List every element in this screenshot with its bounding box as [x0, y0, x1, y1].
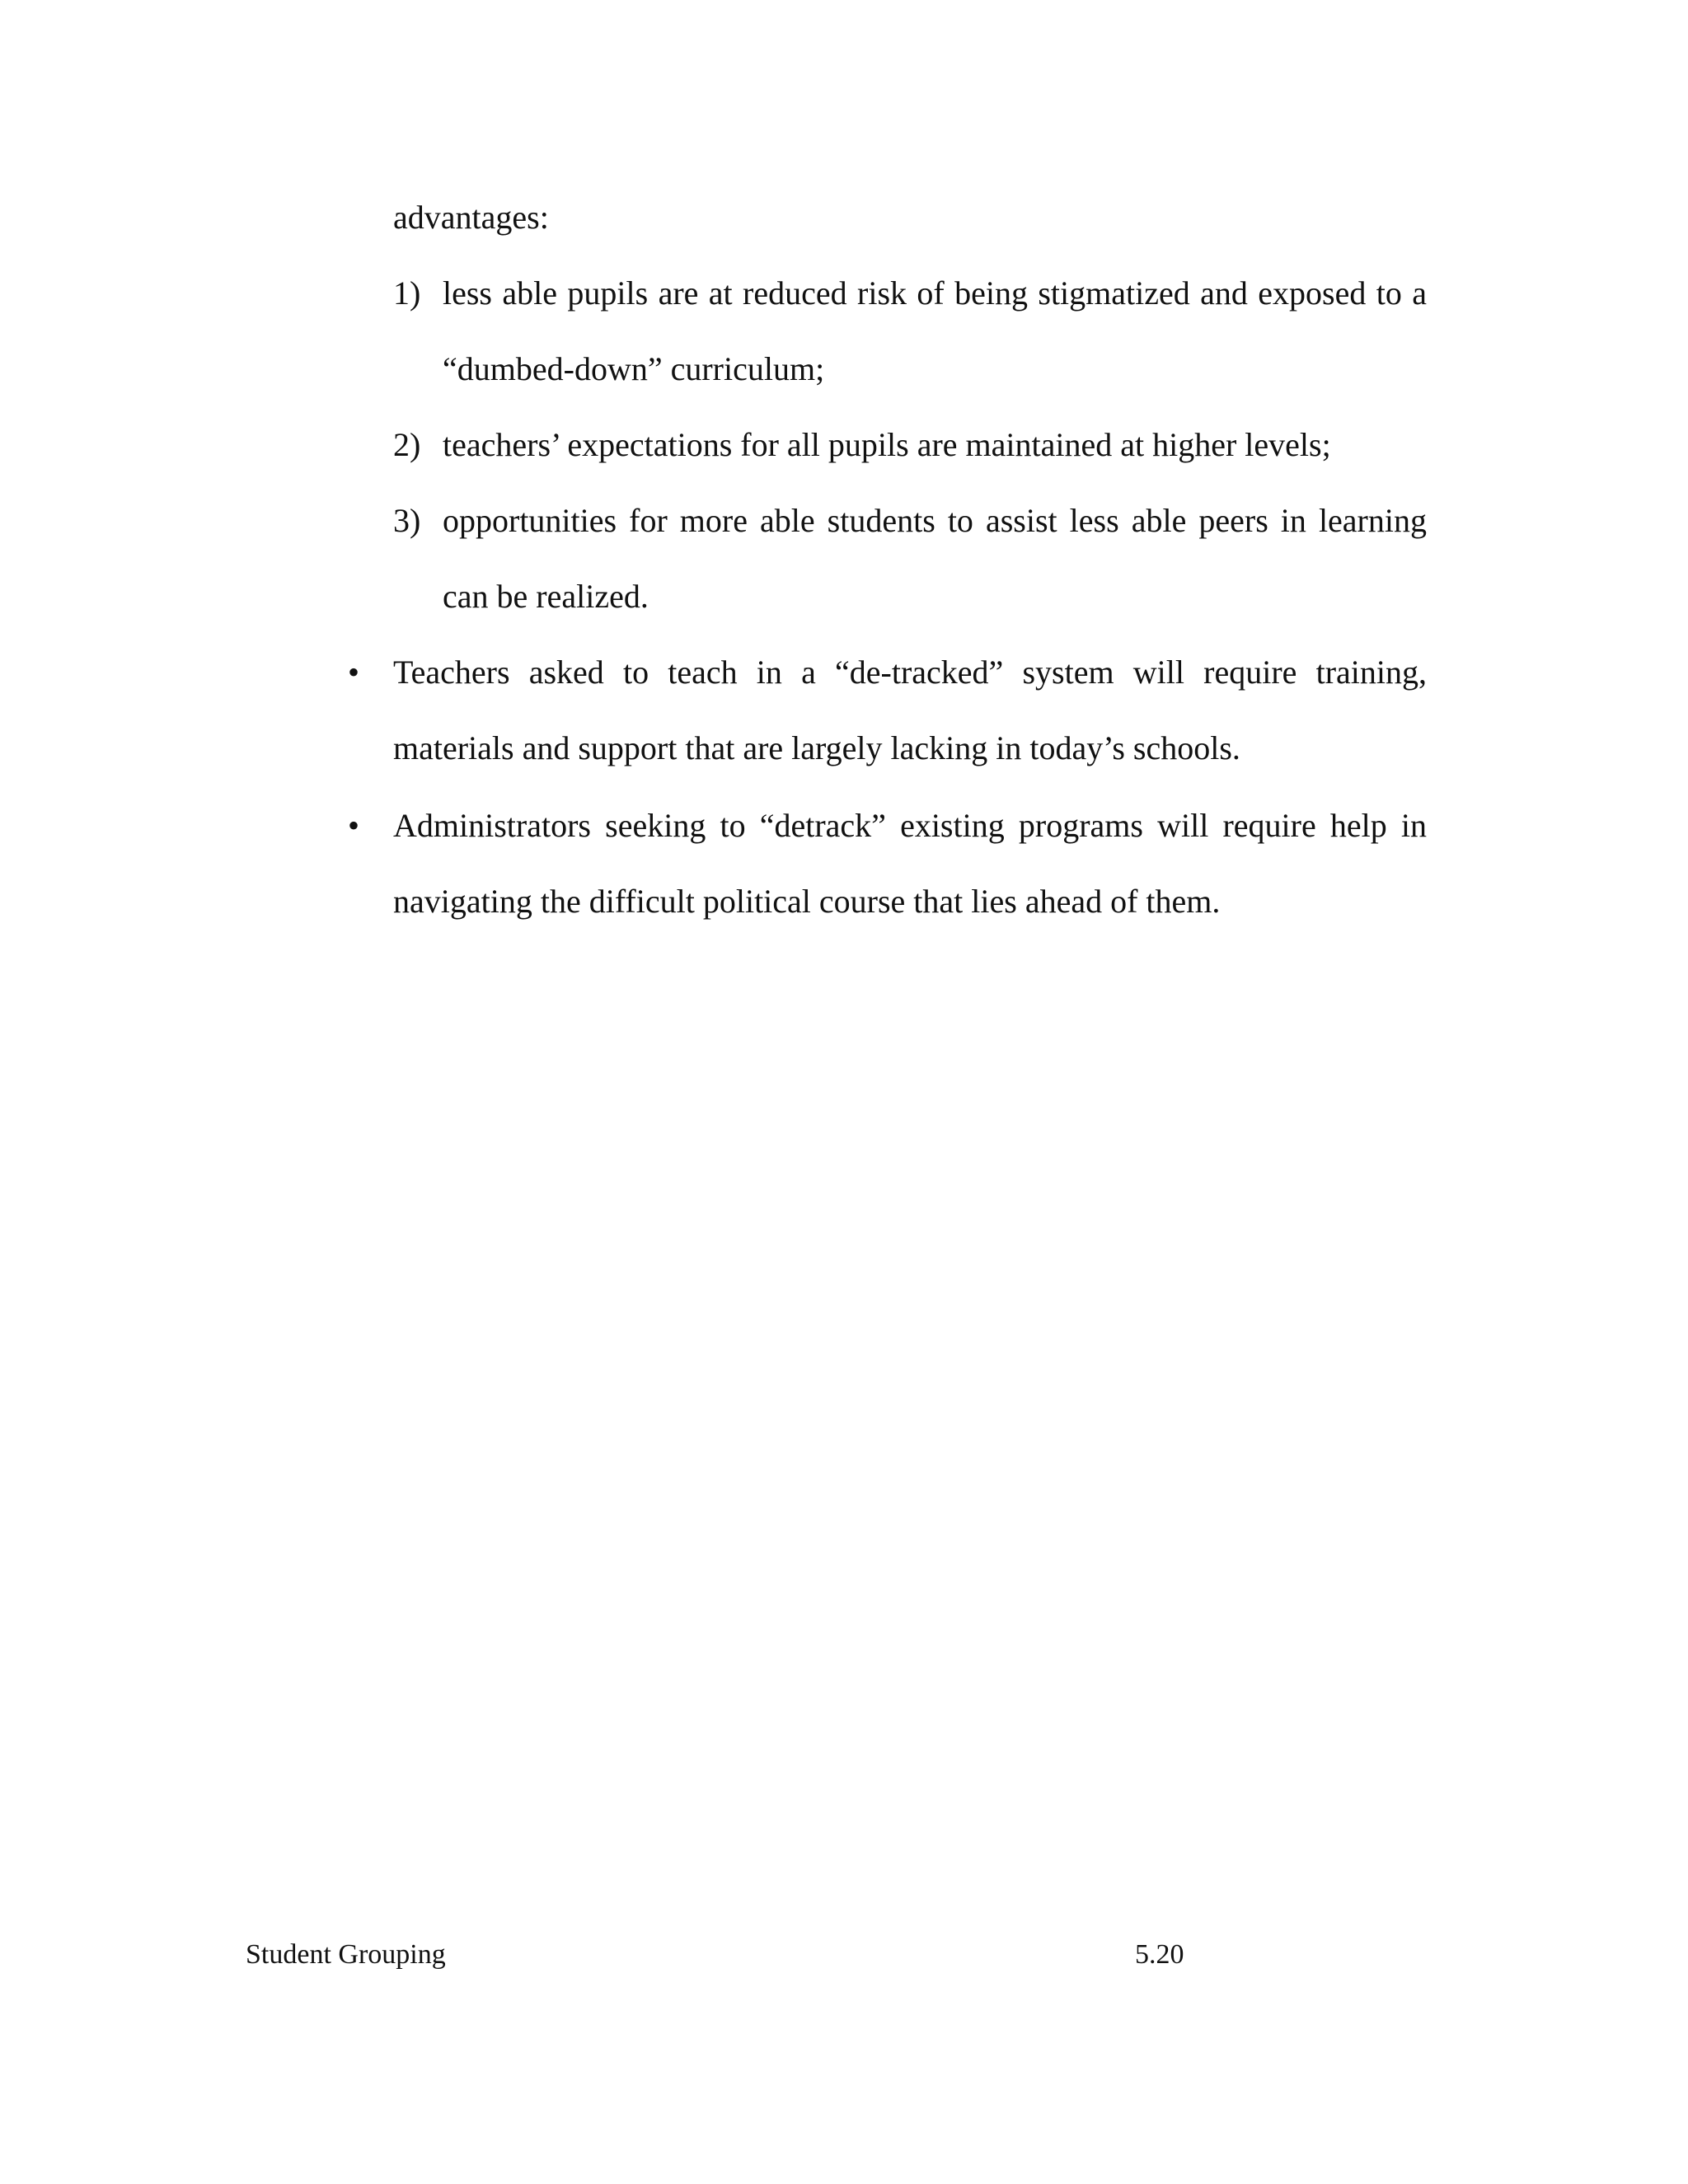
page-number: 5.20: [1135, 1939, 1184, 1970]
bullet-item-text: Administrators seeking to “detrack” existing programs will require help in navigating the difficult political course that lies ahead of them.: [393, 807, 1427, 920]
bullet-item-2: [342, 788, 1427, 940]
footer-title: Student Grouping: [246, 1939, 446, 1970]
list-item-text: opportunities for more able students to assist less able peers in learning can be realized.: [443, 502, 1427, 615]
list-number: 3): [393, 502, 421, 539]
bullet-item-1: [342, 635, 1427, 786]
numbered-item-3: [393, 483, 1427, 635]
list-item-text: less able pupils are at reduced risk of being stigmatized and exposed to a “dumbed-down” curriculum;: [443, 274, 1427, 387]
list-item-text: teachers’ expectations for all pupils are maintained at higher levels;: [443, 426, 1331, 463]
numbered-item-1: [393, 255, 1427, 407]
list-number: 2): [393, 426, 421, 463]
numbered-item-2: [393, 407, 1427, 483]
bullet-icon: •: [347, 807, 359, 844]
list-number: 1): [393, 274, 421, 312]
bullet-icon: •: [347, 654, 359, 691]
bullet-item-text: Teachers asked to teach in a “de-tracked” system will require training, materials and support that are largely lacking in today’s schools.: [393, 654, 1427, 766]
lead-text: advantages:: [393, 199, 549, 236]
